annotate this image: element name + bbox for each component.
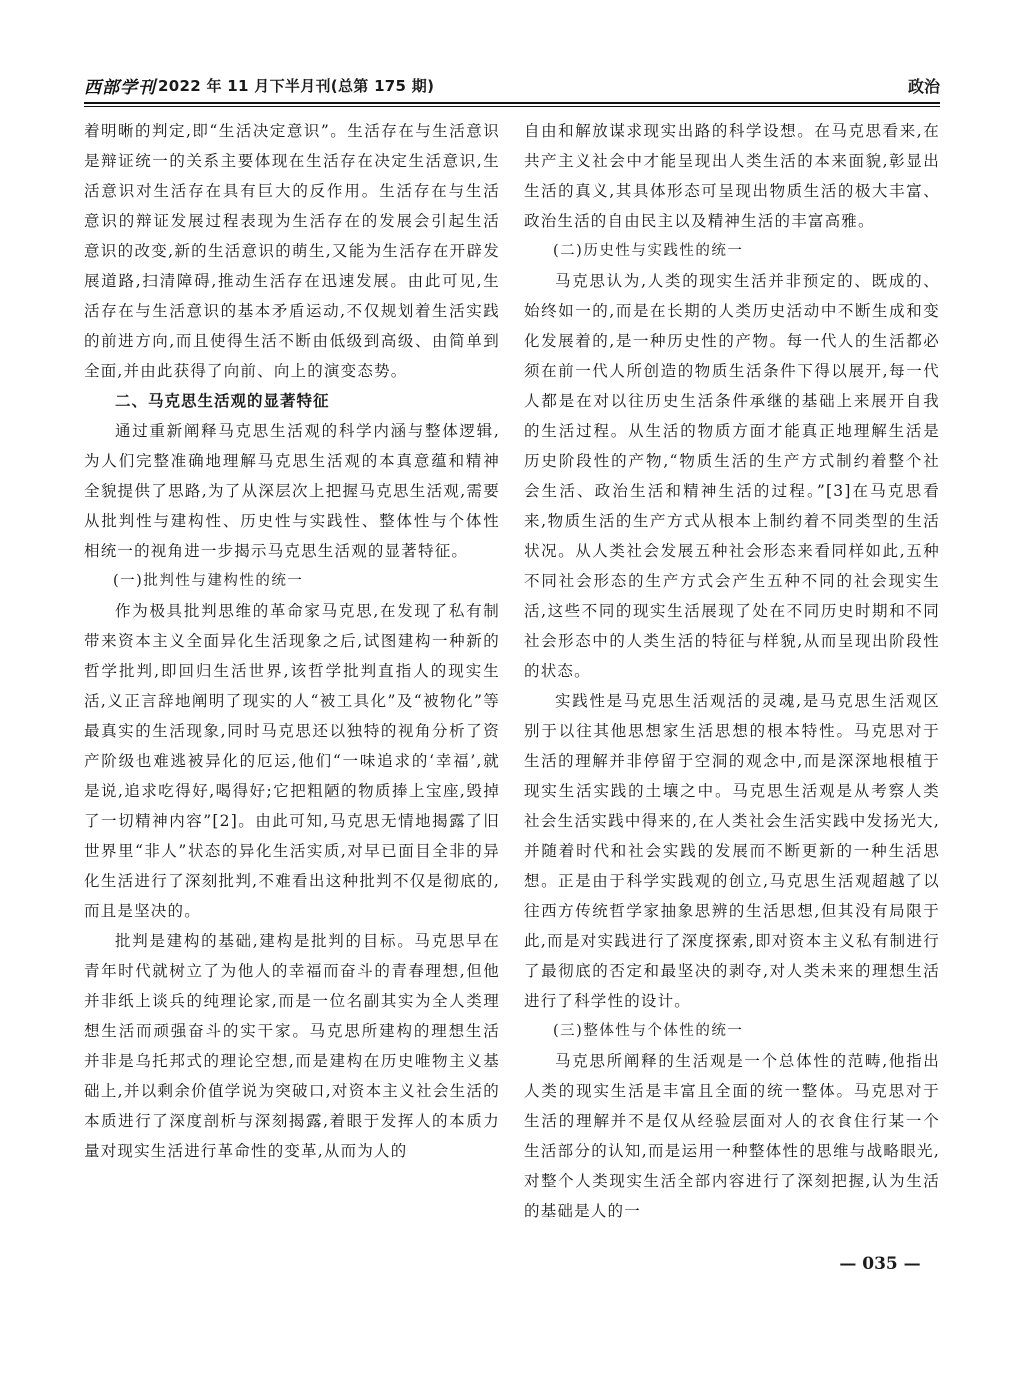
subsection-heading: (三)整体性与个体性的统一 [553, 1023, 744, 1039]
page-header [84, 70, 940, 100]
subsection-heading: (二)历史性与实践性的统一 [553, 243, 744, 259]
body-paragraph: 实践性是马克思生活观活的灵魂,是马克思生活观区别于以往其他思想家生活思想的根本特性。马克思对于生活的理解并非停留于空洞的观念中,而是深深地根植于现实生活实践的土壤之中。马克思生活观是从考察人类社会生活实践中得来的,在人类社会生活实践中发扬光大,并随着时代和社会实践的发展而不断更新的一种生活思想。正是由于科学实践观的创立,马克思生活观超越了以往西方传统哲学家抽象思辨的生活思想,但其没有局限于此,而是对实践进行了深度探索,即对资本主义私有制进行了最彻底的否定和最坚决的剥夺,对人类未来的理想生活进行了科学性的设计。 [524, 692, 940, 1010]
section-label: 政治 [907, 76, 940, 96]
body-paragraph: 作为极具批判思维的革命家马克思,在发现了私有制带来资本主义全面异化生活现象之后,试图建构一种新的哲学批判,即回归生活世界,该哲学批判直指人的现实生活,义正言辞地阐明了现实的人“被工具化”及“被物化”等最真实的生活现象,同时马克思还以独特的视角分析了资产阶级也难逃被异化的厄运,他们“一味追求的‘幸福’,就是说,追求吃得好,喝得好;它把粗陋的物质捧上宝座,毁掉了一切精神内容”[2]。由此可知,马克思无情地揭露了旧世界里“非人”状态的异化生活实质,对早已面目全非的异化生活进行了深刻批判,不难看出这种批判不仅是彻底的,而且是坚决的。 [84, 602, 500, 920]
issue-line: 2022 年 11 月下半月刊(总第 175 期) [158, 76, 435, 95]
body-paragraph: 马克思认为,人类的现实生活并非预定的、既成的、始终如一的,而是在长期的人类历史活动中不断生成和变化发展着的,是一种历史性的产物。每一代人的生活都必须在前一代人所创造的物质生活条件下得以展开,每一代人都是在对以往历史生活条件承继的基础上来展开自我的生活过程。从生活的物质方面才能真正地理解生活是历史阶段性的产物,“物质生活的生产方式制约着整个社会生活、政治生活和精神生活的过程。”[3]在马克思看来,物质生活的生产方式从根本上制约着不同类型的生活状况。从人类社会发展五种社会形态来看同样如此,五种不同社会形态的生产方式会产生五种不同的社会现实生活,这些不同的现实生活展现了处在不同历史时期和不同社会形态中的人类生活的特征与样貌,从而呈现出阶段性的状态。 [524, 272, 940, 680]
journal-logo: 西部学刊 [84, 77, 156, 98]
body-paragraph: 批判是建构的基础,建构是批判的目标。马克思早在青年时代就树立了为他人的幸福而奋斗的青春理想,但他并非纸上谈兵的纯理论家,而是一位名副其实为全人类理想生活而顽强奋斗的实干家。马克思所建构的理想生活并非是乌托邦式的理论空想,而是建构在历史唯物主义基础上,并以剩余价值学说为突破口,对资本主义社会生活的本质进行了深度剖析与深刻揭露,着眼于发挥人的本质力量对现实生活进行革命性的变革,从而为人的 [84, 932, 500, 1160]
body-paragraph: 马克思所阐释的生活观是一个总体性的范畴,他指出人类的现实生活是丰富且全面的统一整体。马克思对于生活的理解并不是仅从经验层面对人的衣食住行某一个生活部分的认知,而是运用一种整体性的思维与战略眼光,对整个人类现实生活全部内容进行了深刻把握,认为生活的基础是人的一 [524, 1052, 940, 1220]
header-rule-thin [84, 106, 940, 107]
section-heading: 二、马克思生活观的显著特征 [115, 392, 330, 410]
subsection-heading: (一)批判性与建构性的统一 [113, 573, 304, 589]
header-left [84, 73, 434, 98]
body-paragraph: 自由和解放谋求现实出路的科学设想。在马克思看来,在共产主义社会中才能呈现出人类生活的本来面貌,彰显出生活的真义,其具体形态可呈现出物质生活的极大丰富、政治生活的自由民主以及精神生活的丰富高雅。 [524, 122, 940, 230]
header-rule-thick [84, 102, 940, 104]
body-paragraph: 着明晰的判定,即“生活决定意识”。生活存在与生活意识是辩证统一的关系主要体现在生活存在决定生活意识,生活意识对生活存在具有巨大的反作用。生活存在与生活意识的辩证发展过程表现为生活存在的发展会引起生活意识的改变,新的生活意识的萌生,又能为生活存在开辟发展道路,扫清障碍,推动生活存在迅速发展。由此可见,生活存在与生活意识的基本矛盾运动,不仅规划着生活实践的前进方向,而且使得生活不断由低级到高级、由简单到全面,并由此获得了向前、向上的演变态势。 [84, 122, 500, 380]
left-column [84, 116, 500, 1166]
right-column [524, 116, 940, 1226]
body-paragraph: 通过重新阐释马克思生活观的科学内涵与整体逻辑,为人们完整准确地理解马克思生活观的本真意蕴和精神全貌提供了思路,为了从深层次上把握马克思生活观,需要从批判性与建构性、历史性与实践性、整体性与个体性相统一的视角进一步揭示马克思生活观的显著特征。 [84, 422, 500, 560]
page-number: — 035 — [839, 1254, 921, 1274]
